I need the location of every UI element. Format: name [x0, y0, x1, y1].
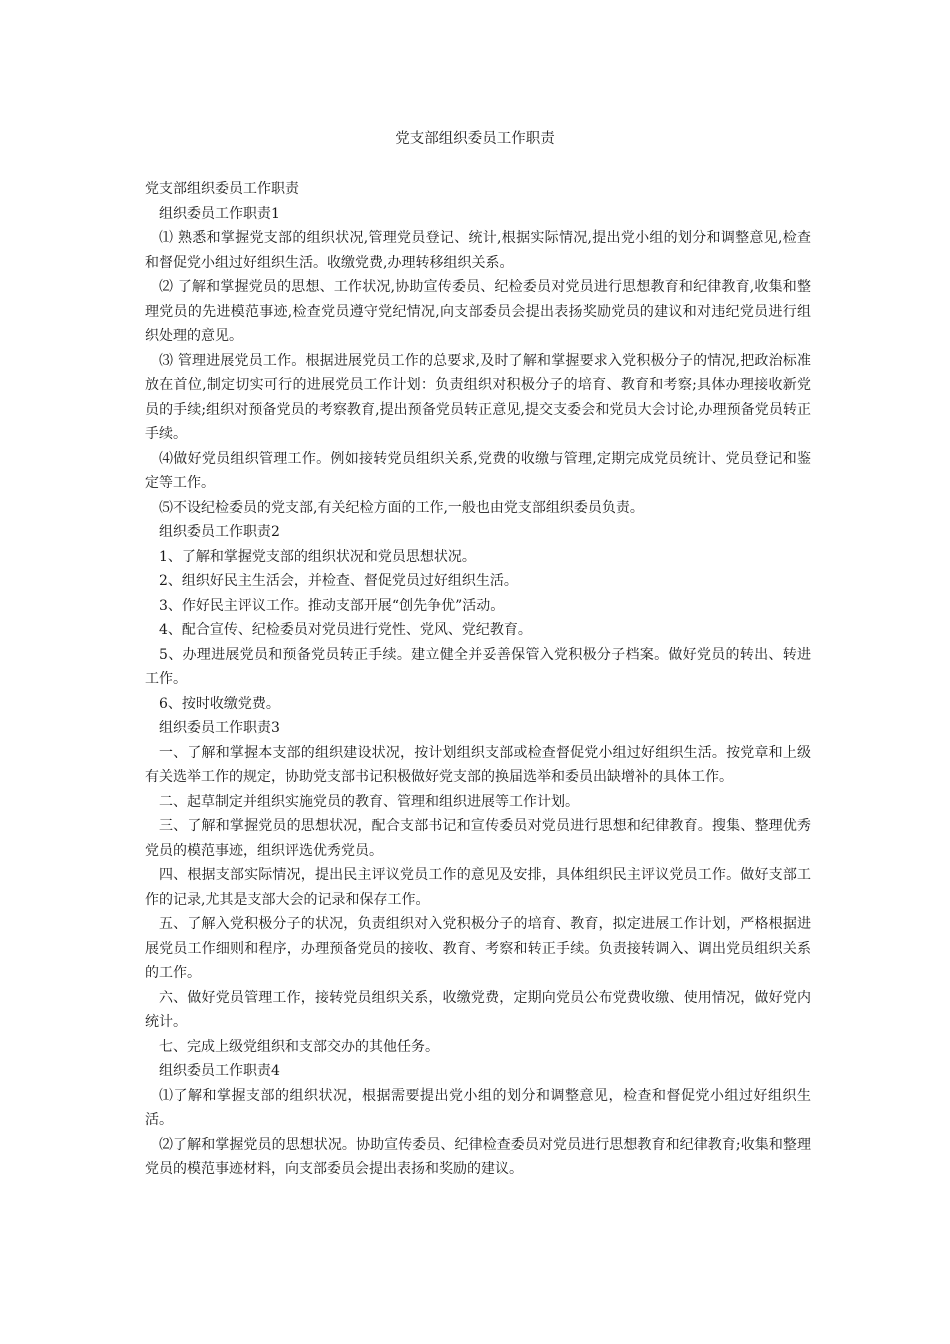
paragraph: 党支部组织委员工作职责 — [145, 181, 299, 197]
document-title: 党支部组织委员工作职责 — [395, 131, 555, 147]
paragraph: ⑵ 了解和掌握党员的思想、工作状况,协助宣传委员、纪检委员对党员进行思想教育和纪律教育,收集和整理党员的先进模范事迹,检查党员遵守党纪情况,向支部委员会提出表扬奖励党员的建议和对违纪党员进行组织处理的意见。 — [145, 279, 811, 344]
paragraph: 组织委员工作职责2 — [159, 524, 280, 540]
paragraph: 五、了解入党积极分子的状况，负责组织对入党积极分子的培育、教育，拟定进展工作计划，严格根据进展党员工作细则和程序，办理预备党员的接收、教育、考察和转正手续。负责接转调入、调出党员组织关系的工作。 — [145, 916, 811, 981]
paragraph: 3、作好民主评议工作。推动支部开展“创先争优”活动。 — [159, 597, 505, 614]
paragraph: 5、办理进展党员和预备党员转正手续。建立健全并妥善保管入党积极分子档案。做好党员的转出、转进工作。 — [145, 646, 811, 687]
paragraph: 七、完成上级党组织和支部交办的其他任务。 — [159, 1038, 439, 1055]
paragraph: ⑵了解和掌握党员的思想状况。协助宣传委员、纪律检查委员对党员进行思想教育和纪律教育;收集和整理党员的模范事迹材料，向支部委员会提出表扬和奖励的建议。 — [145, 1136, 811, 1177]
paragraph: 三、了解和掌握党员的思想状况，配合支部书记和宣传委员对党员进行思想和纪律教育。搜集、整理优秀党员的模范事迹，组织评选优秀党员。 — [145, 818, 811, 859]
paragraph: 组织委员工作职责3 — [159, 720, 280, 736]
paragraph: ⑸不设纪检委员的党支部,有关纪检方面的工作,一般也由党支部组织委员负责。 — [159, 499, 644, 516]
paragraph: ⑶ 管理进展党员工作。根据进展党员工作的总要求,及时了解和掌握要求入党积极分子的情况,把政治标准放在首位,制定切实可行的进展党员工作计划：负责组织对积极分子的培育、教育和考察;具体办理接收新党员的手续;组织对预备党员的考察教育,提出预备党员转正意见,提交支委会和党员大会讨论,办理预备党员转正手续。 — [145, 352, 811, 442]
paragraph: ⑷做好党员组织管理工作。例如接转党员组织关系,党费的收缴与管理,定期完成党员统计、党员登记和鉴定等工作。 — [145, 450, 811, 491]
paragraph: 2、组织好民主生活会，并检查、督促党员过好组织生活。 — [159, 573, 518, 589]
document-body — [145, 177, 811, 1182]
paragraph: 六、做好党员管理工作，接转党员组织关系，收缴党费，定期向党员公布党费收缴、使用情况，做好党内统计。 — [145, 989, 811, 1030]
paragraph: 1、了解和掌握党支部的组织状况和党员思想状况。 — [159, 548, 476, 565]
paragraph: 6、按时收缴党费。 — [159, 695, 280, 712]
paragraph: 4、配合宣传、纪检委员对党员进行党性、党风、党纪教育。 — [159, 622, 532, 638]
paragraph: 一、了解和掌握本支部的组织建设状况，按计划组织支部或检查督促党小组过好组织生活。按党章和上级有关选举工作的规定，协助党支部书记积极做好党支部的换届选举和委员出缺增补的具体工作。 — [145, 744, 811, 785]
paragraph: ⑴ 熟悉和掌握党支部的组织状况,管理党员登记、统计,根据实际情况,提出党小组的划分和调整意见,检查和督促党小组过好组织生活。收缴党费,办理转移组织关系。 — [145, 230, 811, 271]
paragraph: ⑴了解和掌握支部的组织状况，根据需要提出党小组的划分和调整意见，检查和督促党小组过好组织生活。 — [145, 1087, 811, 1128]
paragraph: 四、根据支部实际情况，提出民主评议党员工作的意见及安排，具体组织民主评议党员工作。做好支部工作的记录,尤其是支部大会的记录和保存工作。 — [145, 867, 811, 908]
paragraph: 二、起草制定并组织实施党员的教育、管理和组织进展等工作计划。 — [159, 793, 579, 810]
paragraph: 组织委员工作职责4 — [159, 1063, 280, 1079]
paragraph: 组织委员工作职责1 — [159, 205, 280, 222]
